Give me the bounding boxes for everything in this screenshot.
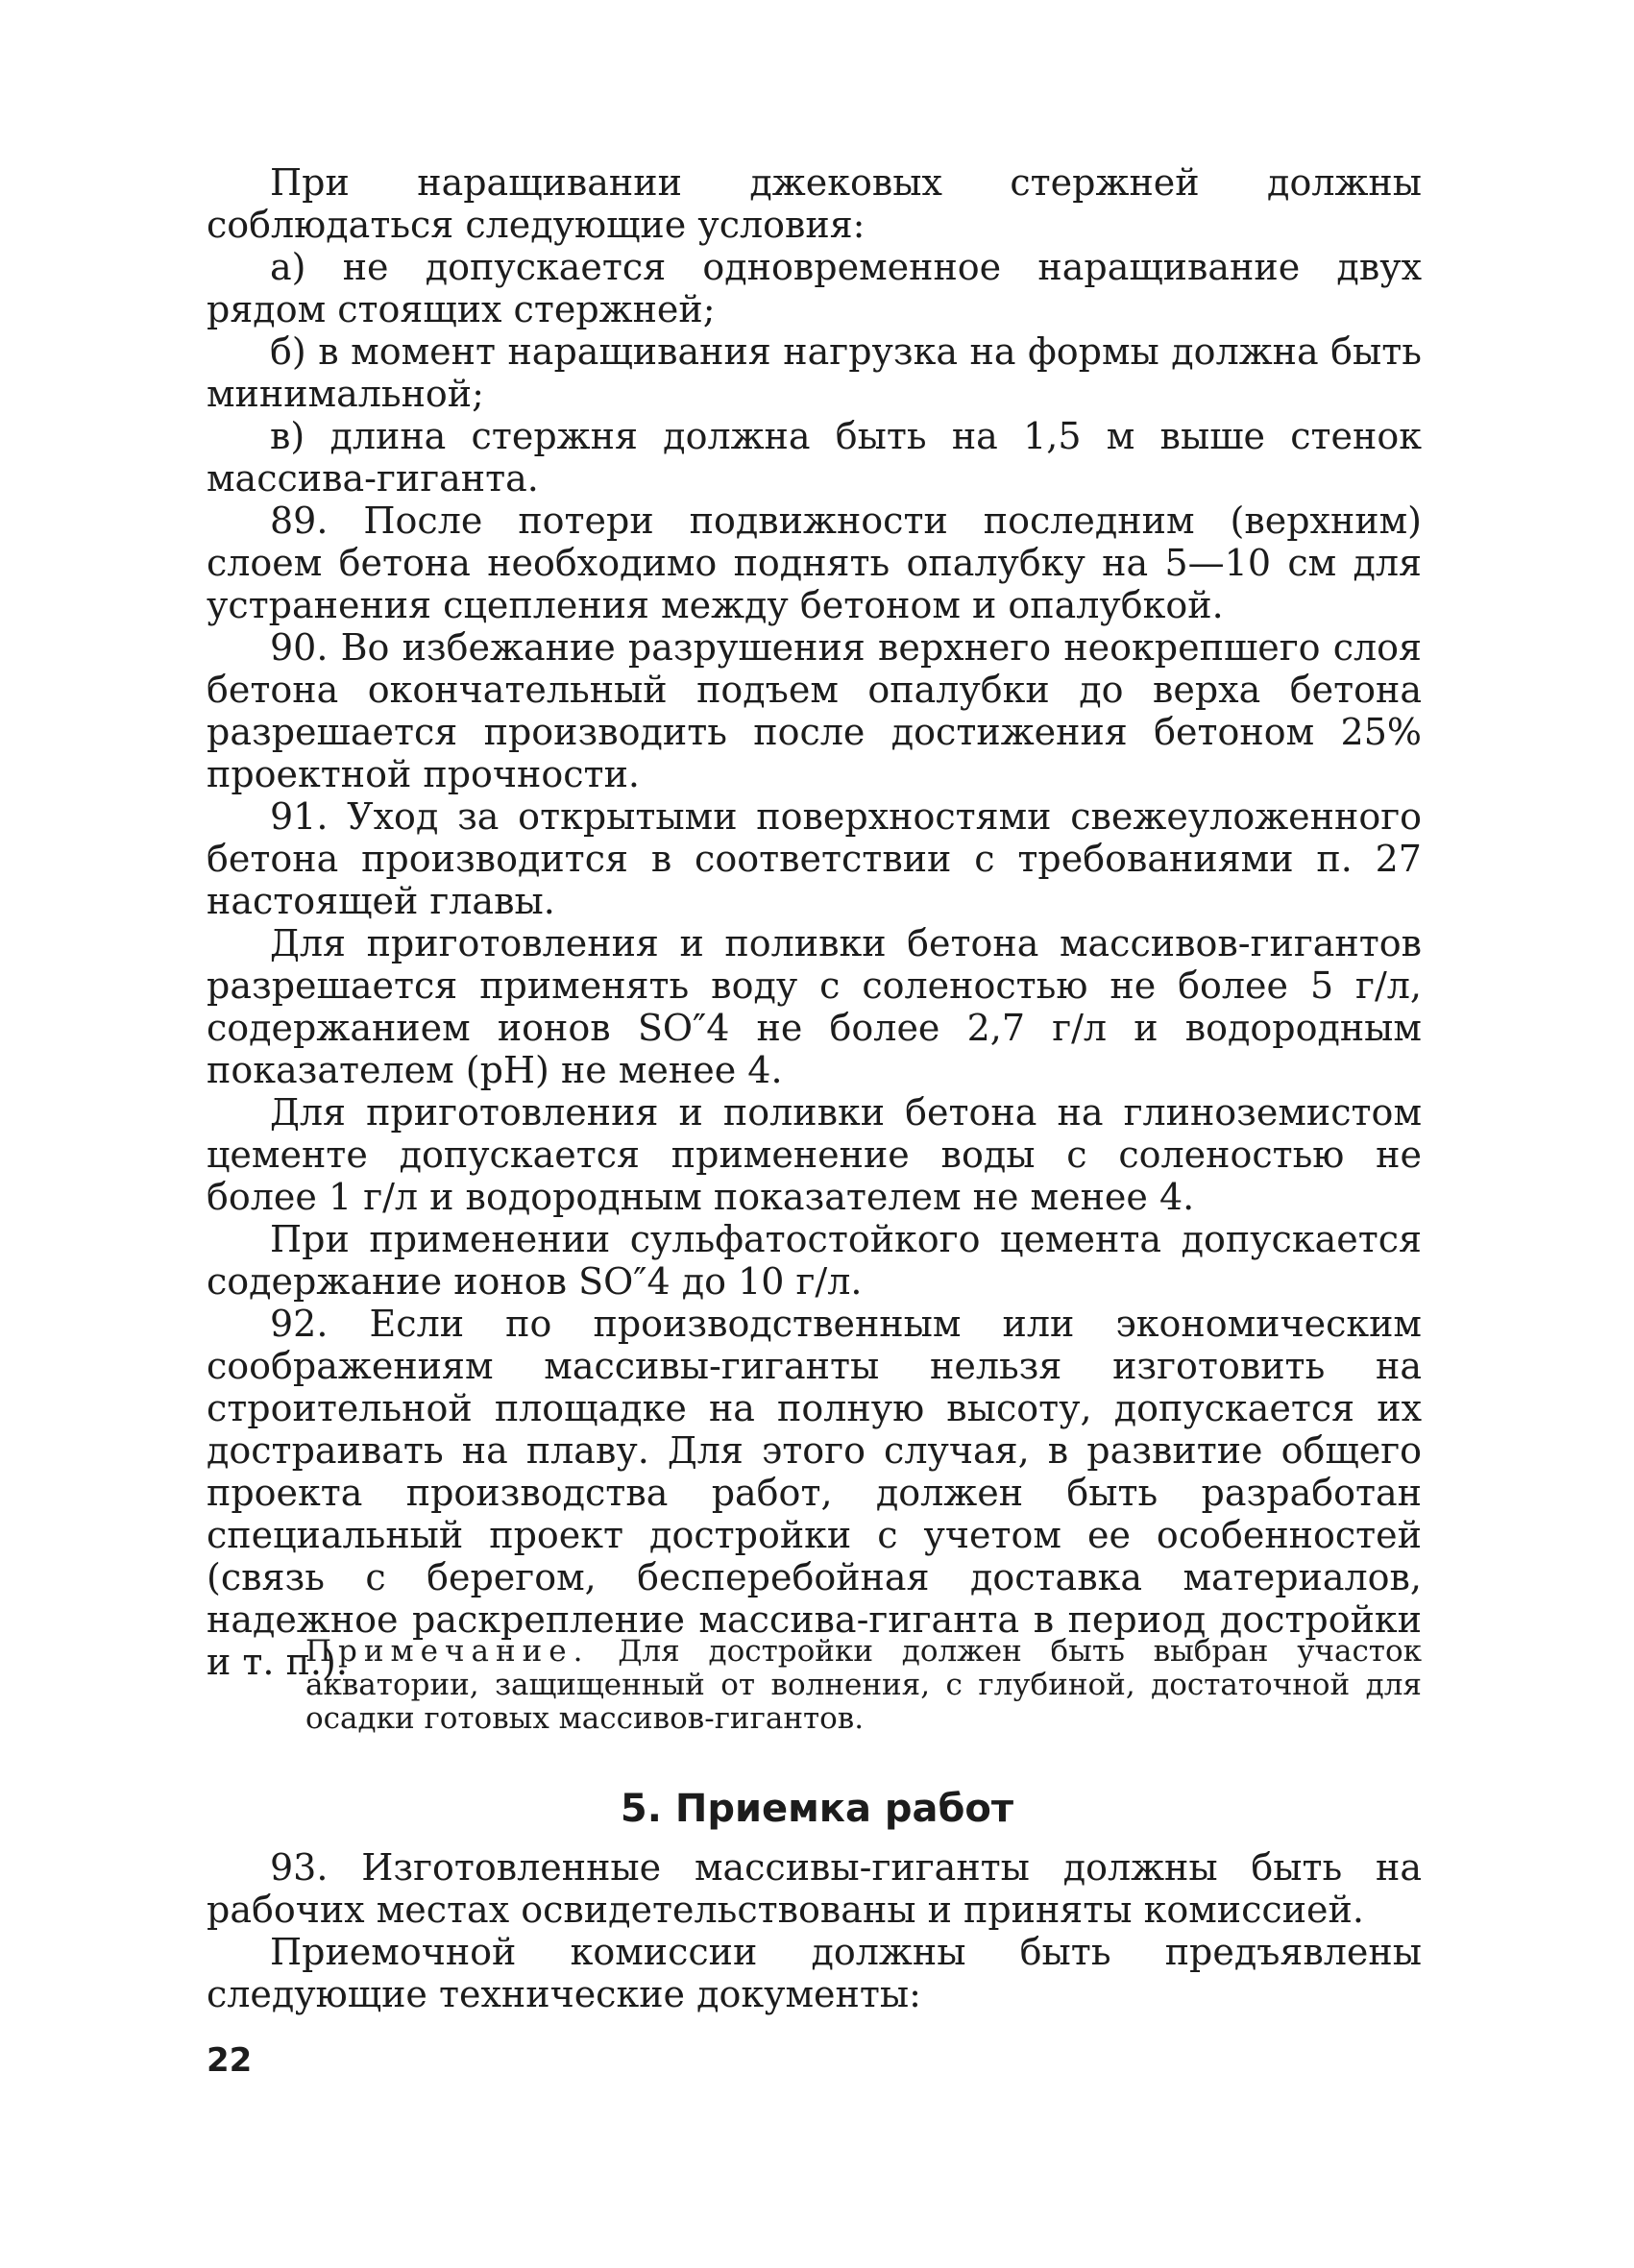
paragraph: 92. Если по производственным или экономическим соображениям массивы-гиганты нельзя изготовить на строительной площадке на полную высоту, допускается их достраивать на плаву. Для этого случая, в развитие общего проекта производства работ, должен быть разработан специальный проект достройки с учетом ее особенностей (связь с берегом, бесперебойная доставка материалов, надежное раскрепление массива-гиганта в период достройки и т. п.). [207,1303,1422,1683]
note-block [305,1635,1422,1736]
paragraph: При применении сульфатостойкого цемента допускается содержание ионов SO″4 до 10 г/л. [207,1218,1422,1303]
section-text-block [207,1846,1422,2015]
paragraph: 89. После потери подвижности последним (верхним) слоем бетона необходимо поднять опалубку на 5—10 см для устранения сцепления между бетоном и опалубкой. [207,500,1422,626]
paragraph: Для приготовления и поливки бетона на глиноземистом цементе допускается применение воды с соленостью не более 1 г/л и водородным показателем не менее 4. [207,1091,1422,1218]
page-number: 22 [207,2041,253,2080]
main-text-block [207,161,1422,1683]
paragraph: в) длина стержня должна быть на 1,5 м выше стенок массива-гиганта. [207,415,1422,500]
paragraph: 91. Уход за открытыми поверхностями свежеуложенного бетона производится в соответствии с требованиями п. 27 настоящей главы. [207,795,1422,922]
note-label: Примечание. [305,1634,590,1669]
paragraph: а) не допускается одновременное наращивание двух рядом стоящих стержней; [207,246,1422,330]
paragraph: 90. Во избежание разрушения верхнего неокрепшего слоя бетона окончательный подъем опалубки до верха бетона разрешается производить после достижения бетоном 25% проектной прочности. [207,626,1422,795]
paragraph: Для приготовления и поливки бетона массивов-гигантов разрешается применять воду с соленостью не более 5 г/л, содержанием ионов SO″4 не более 2,7 г/л и водородным показателем (pH) не менее 4. [207,922,1422,1091]
note-paragraph [305,1635,1422,1736]
paragraph: Приемочной комиссии должны быть предъявлены следующие технические документы: [207,1931,1422,2015]
paragraph: б) в момент наращивания нагрузка на формы должна быть минимальной; [207,330,1422,415]
note-text: Для достройки должен быть выбран участок акватории, защищенный от волнения, с глубиной, достаточной для осадки готовых массивов-гигантов. [305,1634,1422,1736]
paragraph: 93. Изготовленные массивы-гиганты должны быть на рабочих местах освидетельствованы и приняты комиссией. [207,1846,1422,1931]
paragraph: При наращивании джековых стержней должны соблюдаться следующие условия: [207,161,1422,246]
section-heading: 5. Приемка работ [620,1787,1014,1831]
